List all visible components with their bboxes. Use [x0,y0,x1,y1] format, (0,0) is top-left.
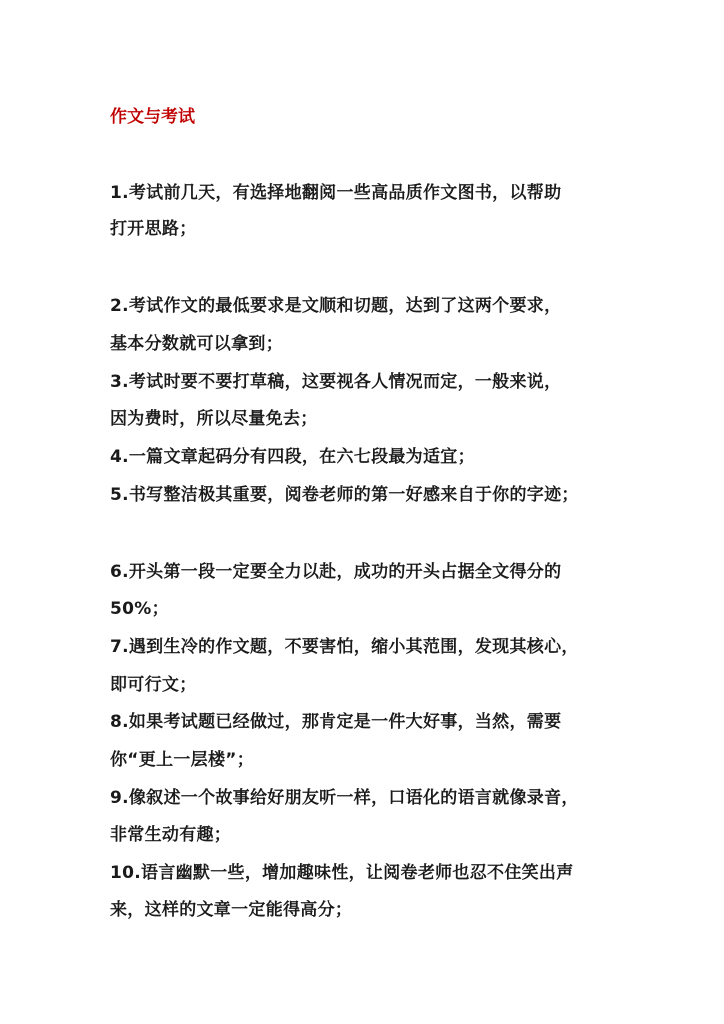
list-item-6-line-2: 50%； [110,599,169,619]
list-item-9-line-2: 非常生动有趣； [110,825,232,845]
list-item-2-line-2: 基本分数就可以拿到； [110,334,283,354]
list-item-7-line-1: 7.遇到生冷的作文题，不要害怕，缩小其范围，发现其核心， [110,637,579,657]
list-item-1-line-2: 打开思路； [110,219,197,239]
list-item-1-line-1: 1.考试前几天，有选择地翻阅一些高品质作文图书，以帮助 [110,183,562,203]
list-item-9-line-1: 9.像叙述一个故事给好朋友听一样，口语化的语言就像录音， [110,788,579,808]
list-item-3-line-2: 因为费时，所以尽量免去； [110,409,318,429]
list-item-7-line-2: 即可行文； [110,675,197,695]
list-item-10-line-1: 10.语言幽默一些，增加趣味性，让阅卷老师也忍不住笑出声 [110,863,574,883]
list-item-5: 5.书写整洁极其重要，阅卷老师的第一好感来自于你的字迹； [110,485,579,505]
list-item-2-line-1: 2.考试作文的最低要求是文顺和切题，达到了这两个要求， [110,296,562,316]
list-item-8-line-1: 8.如果考试题已经做过，那肯定是一件大好事，当然，需要 [110,712,562,732]
list-item-10-line-2: 来，这样的文章一定能得高分； [110,900,353,920]
list-item-4: 4.一篇文章起码分有四段，在六七段最为适宜； [110,447,475,467]
document-title: 作文与考试 [110,107,195,127]
list-item-6-line-1: 6.开头第一段一定要全力以赴，成功的开头占据全文得分的 [110,562,562,582]
list-item-3-line-1: 3.考试时要不要打草稿，这要视各人情况而定，一般来说， [110,372,562,392]
list-item-8-line-2: 你“更上一层楼”； [110,750,255,770]
